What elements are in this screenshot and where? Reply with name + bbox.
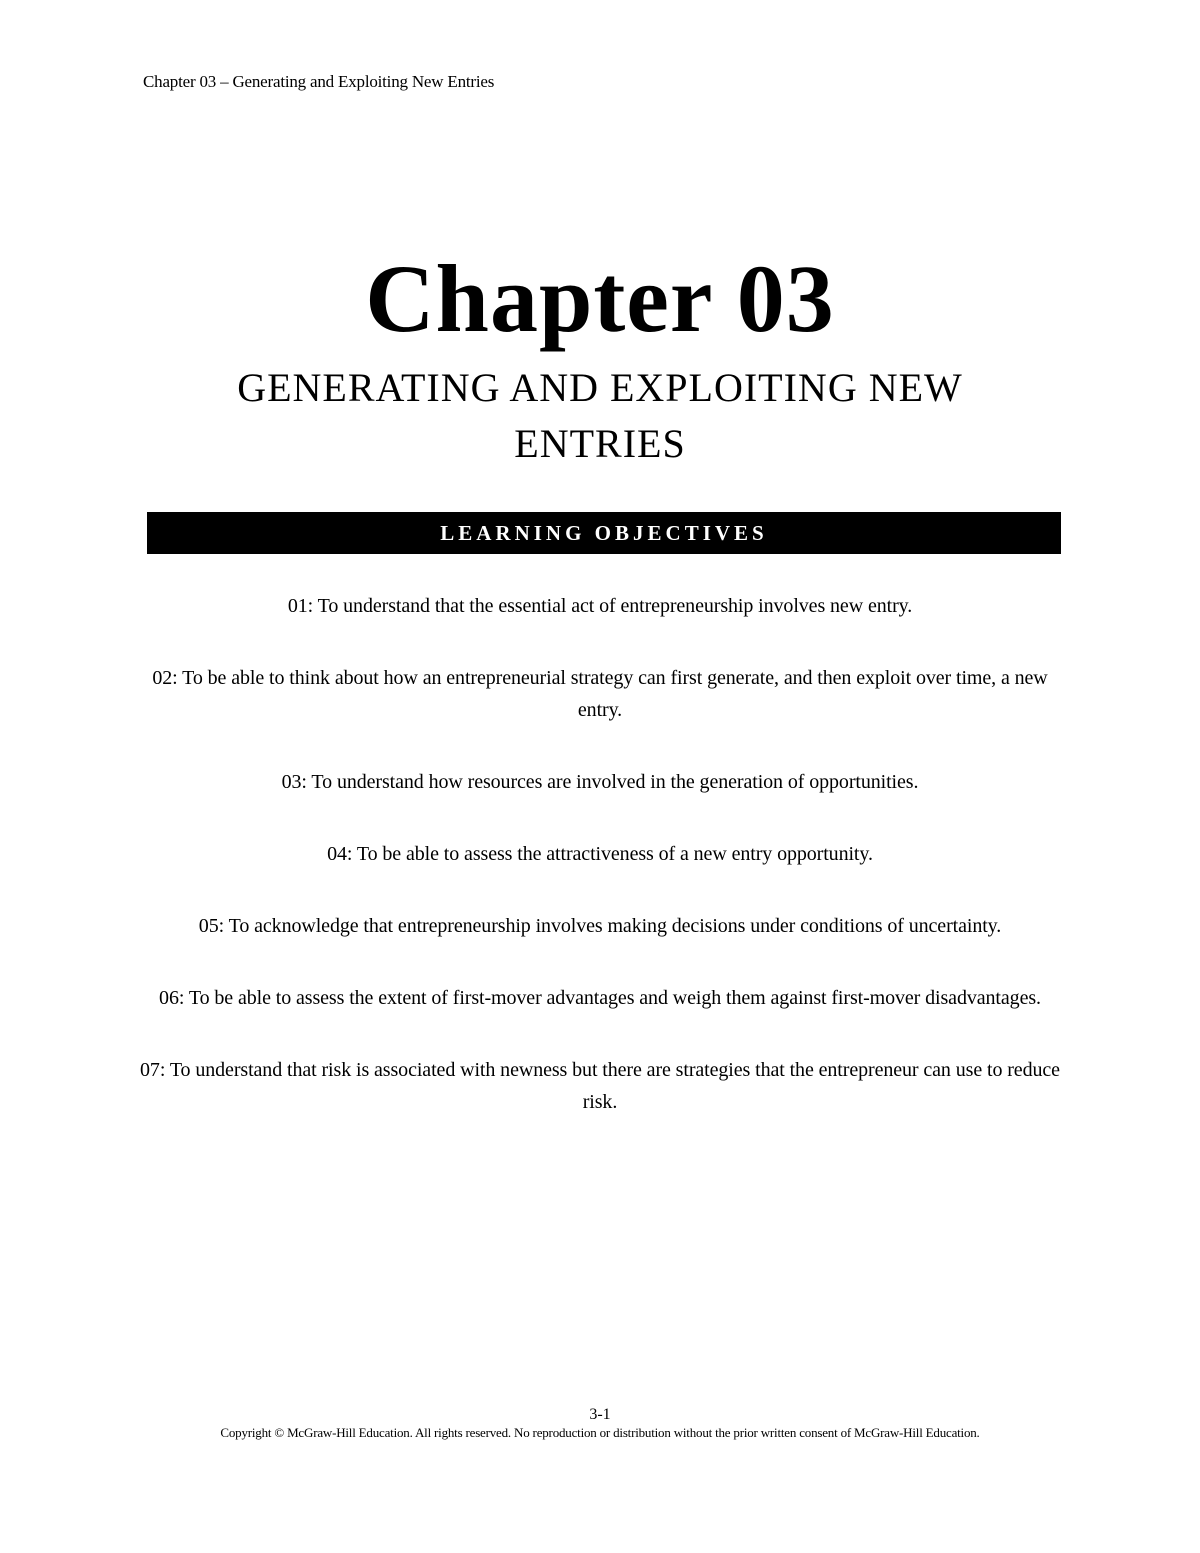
learning-objectives-heading: LEARNING OBJECTIVES (147, 512, 1061, 554)
objective-01: 01: To understand that the essential act of entrepreneurship involves new entry. (287, 595, 913, 617)
objective-07: 07: To understand that risk is associated with newness but there are strategies that the entrepreneur can use to reduce risk. (140, 1059, 1060, 1113)
objective-02: 02: To be able to think about how an entrepreneurial strategy can first generate, and then exploit over time, a new entry. (152, 667, 1048, 721)
objective-06: 06: To be able to assess the extent of first-mover advantages and weigh them against first-mover disadvantages. (159, 987, 1041, 1009)
copyright-notice: Copyright © McGraw-Hill Education. All rights reserved. No reproduction or distribution without the prior written consent of McGraw-Hill Education. (220, 1425, 980, 1440)
objective-05: 05: To acknowledge that entrepreneurship involves making decisions under conditions of uncertainty. (198, 915, 1002, 937)
chapter-subtitle: GENERATING AND EXPLOITING NEW ENTRIES (237, 365, 963, 466)
page-number: 3-1 (589, 1406, 611, 1423)
learning-objectives-list (130, 590, 1070, 1158)
running-header: Chapter 03 – Generating and Exploiting New Entries (143, 72, 495, 91)
page-footer (160, 1405, 1040, 1441)
objective-03: 03: To understand how resources are involved in the generation of opportunities. (281, 771, 919, 793)
chapter-title: Chapter 03 (365, 245, 835, 352)
objective-04: 04: To be able to assess the attractiveness of a new entry opportunity. (327, 843, 873, 865)
